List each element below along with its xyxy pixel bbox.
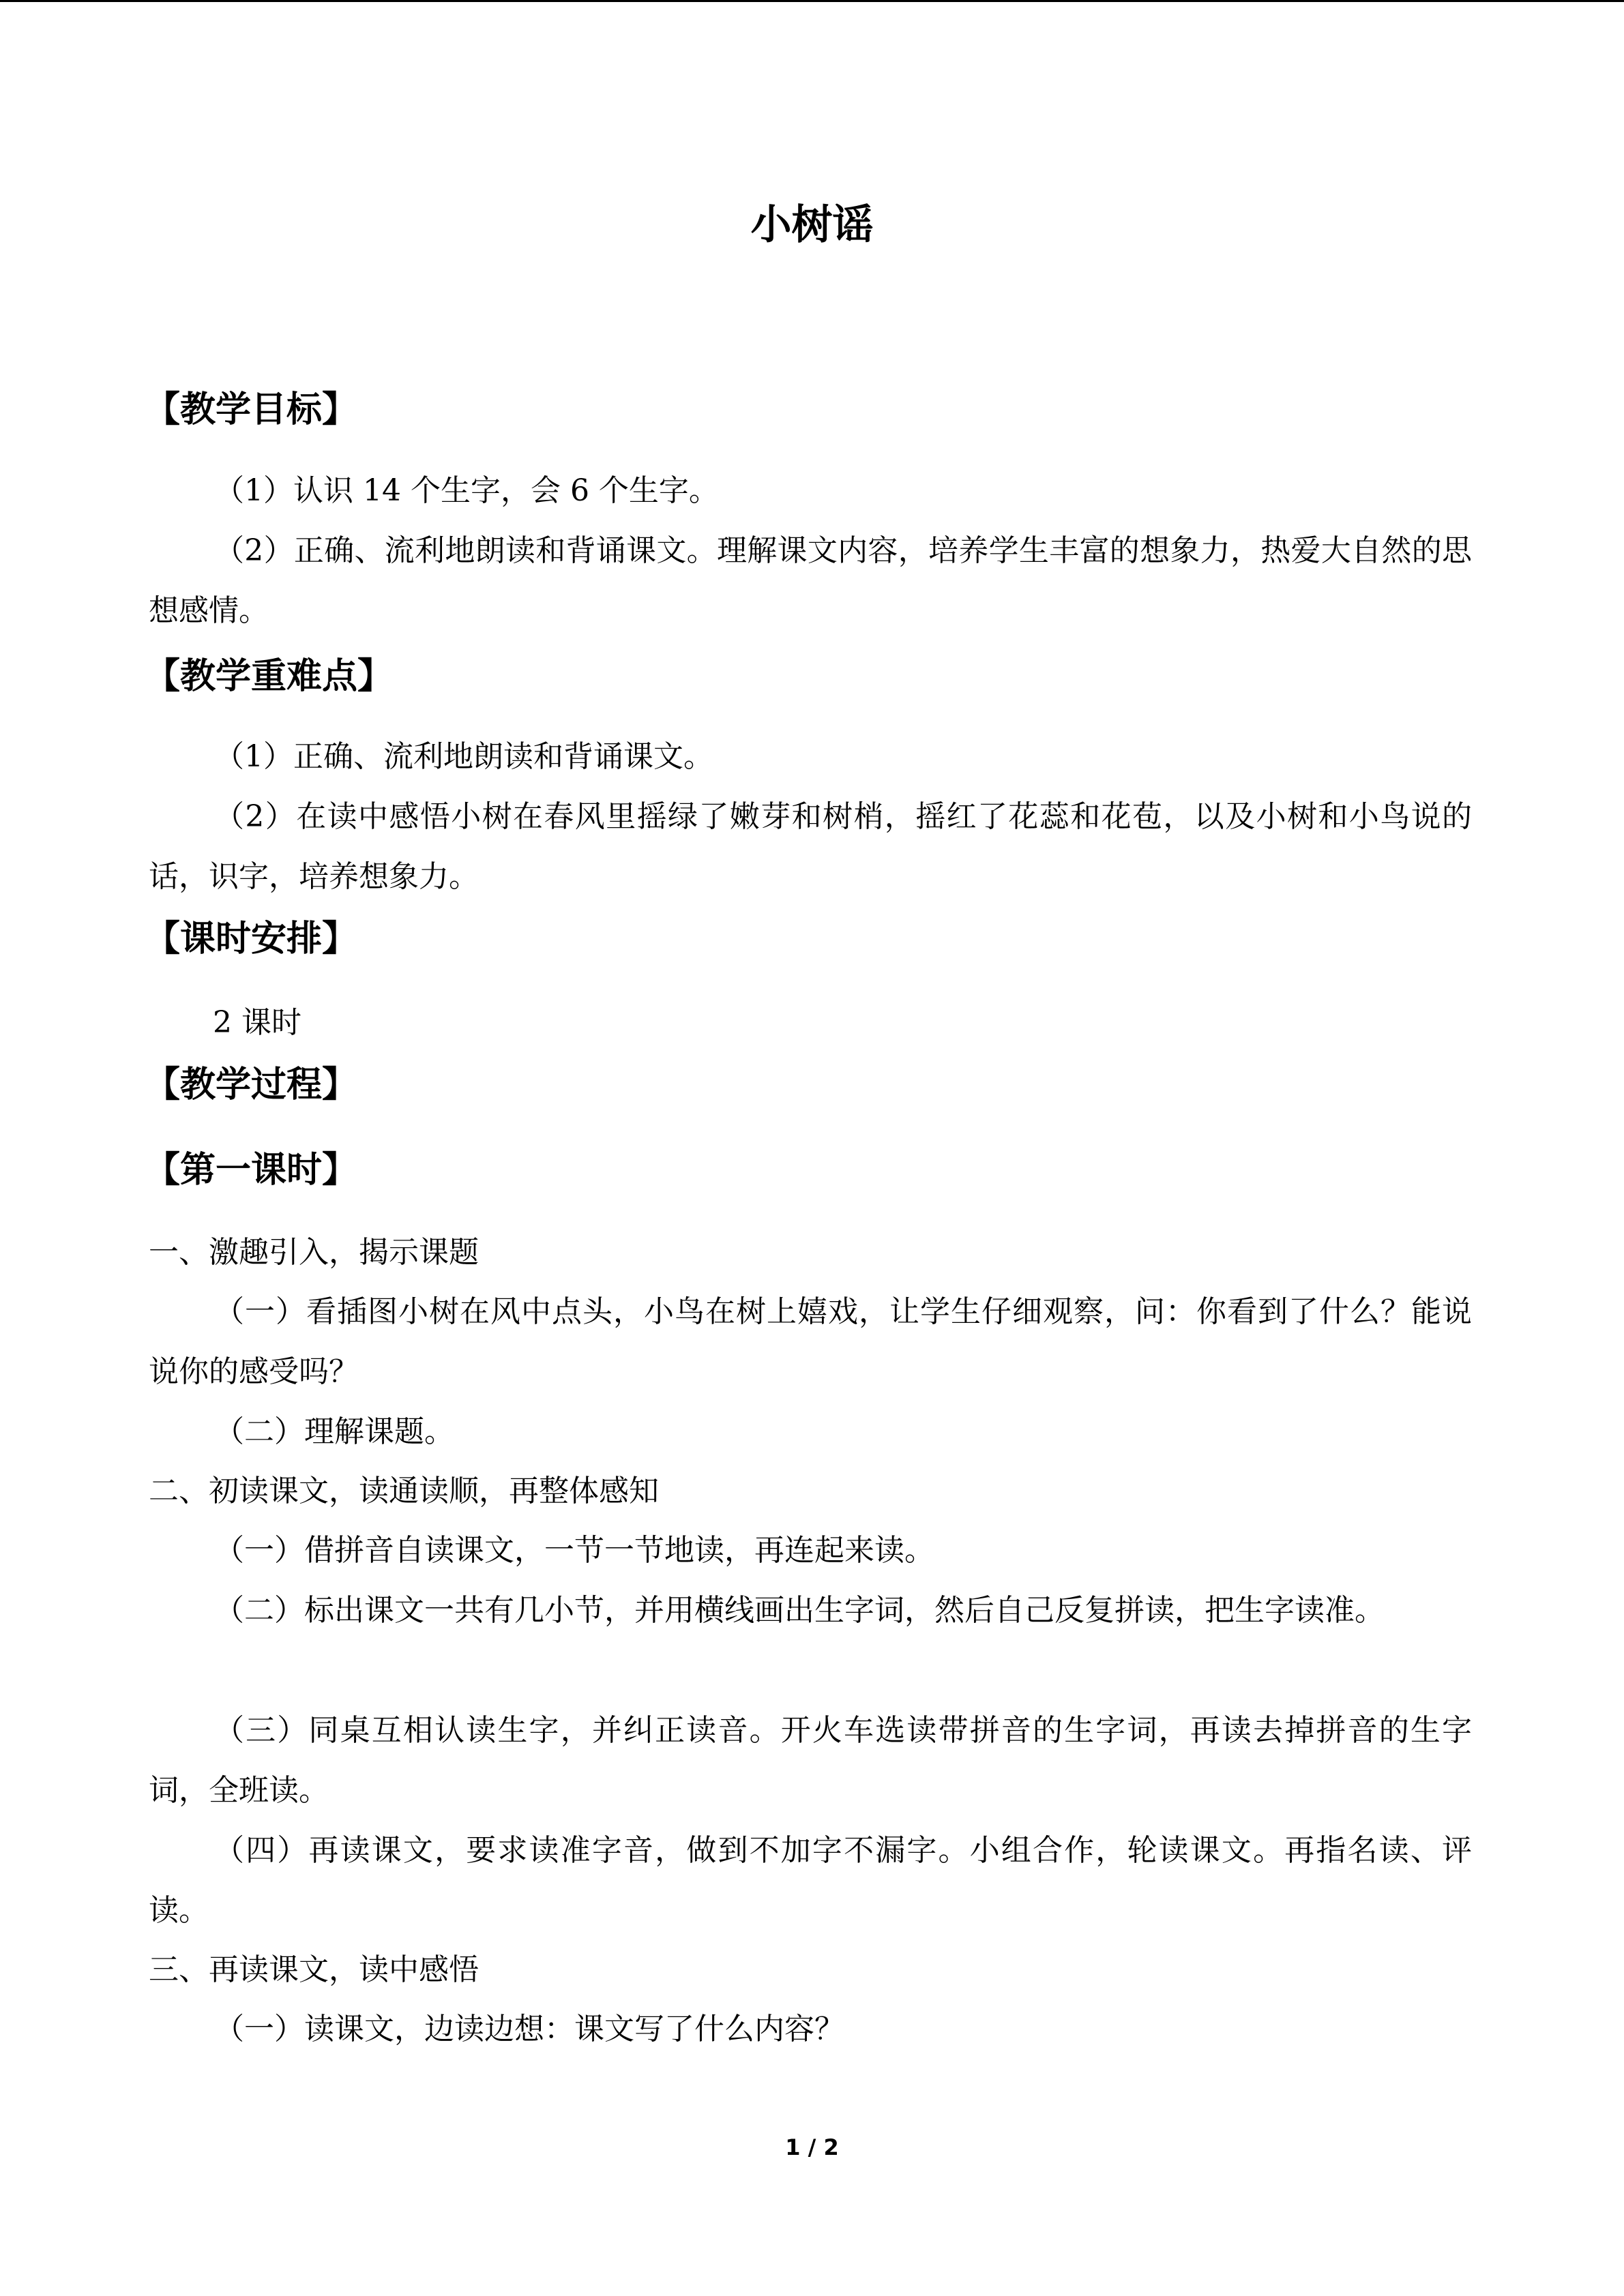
heading-first-lesson: 【第一课时】 — [145, 1150, 358, 1191]
step-3-title: 三、再读课文，读中感悟 — [149, 1952, 479, 1987]
goal-item-1: （1）认识 14 个生字，会 6 个生字。 — [214, 473, 719, 508]
step-1-title: 一、激趣引入，揭示课题 — [149, 1235, 479, 1270]
key-point-item-2: （2）在读中感悟小树在春风里摇绿了嫩芽和树梢，摇红了花蕊和花苞，以及小树和小鸟说的话，识字，培养想象力。 — [149, 799, 1472, 894]
step-2-item-1: （一）借拼音自读课文，一节一节地读，再连起来读。 — [214, 1533, 934, 1568]
step-2-item-3: （三）同桌互相认读生字，并纠正读音。开火车选读带拼音的生字词，再读去掉拼音的生字词，全班读。 — [149, 1713, 1472, 1808]
step-2-title: 二、初读课文，读通读顺，再整体感知 — [149, 1474, 659, 1508]
document-title: 小树谣 — [750, 201, 874, 249]
page-number: 1 / 2 — [785, 2134, 839, 2160]
heading-teaching-process: 【教学过程】 — [145, 1064, 358, 1105]
step-3-item-1: （一）读课文，边读边想：课文写了什么内容？ — [214, 2012, 844, 2046]
heading-teaching-goals: 【教学目标】 — [145, 389, 358, 430]
step-2-item-4: （四）再读课文，要求读准字音，做到不加字不漏字。小组合作，轮读课文。再指名读、评读。 — [149, 1833, 1472, 1928]
step-2-item-2: （二）标出课文一共有几小节，并用横线画出生字词，然后自己反复拼读，把生字读准。 — [214, 1593, 1385, 1628]
step-1-item-1: （一）看插图小树在风中点头，小鸟在树上嬉戏，让学生仔细观察，问：你看到了什么？能说说你的感受吗？ — [149, 1294, 1472, 1389]
heading-schedule: 【课时安排】 — [145, 919, 358, 959]
step-1-item-2: （二）理解课题。 — [214, 1414, 454, 1449]
schedule-text: 2 课时 — [213, 1005, 301, 1040]
page-top-border — [0, 0, 1624, 2]
key-point-item-1: （1）正确、流利地朗读和背诵课文。 — [214, 739, 713, 774]
heading-key-points: 【教学重难点】 — [145, 656, 394, 697]
goal-item-2: （2）正确、流利地朗读和背诵课文。理解课文内容，培养学生丰富的想象力，热爱大自然的思想感情。 — [149, 533, 1472, 628]
